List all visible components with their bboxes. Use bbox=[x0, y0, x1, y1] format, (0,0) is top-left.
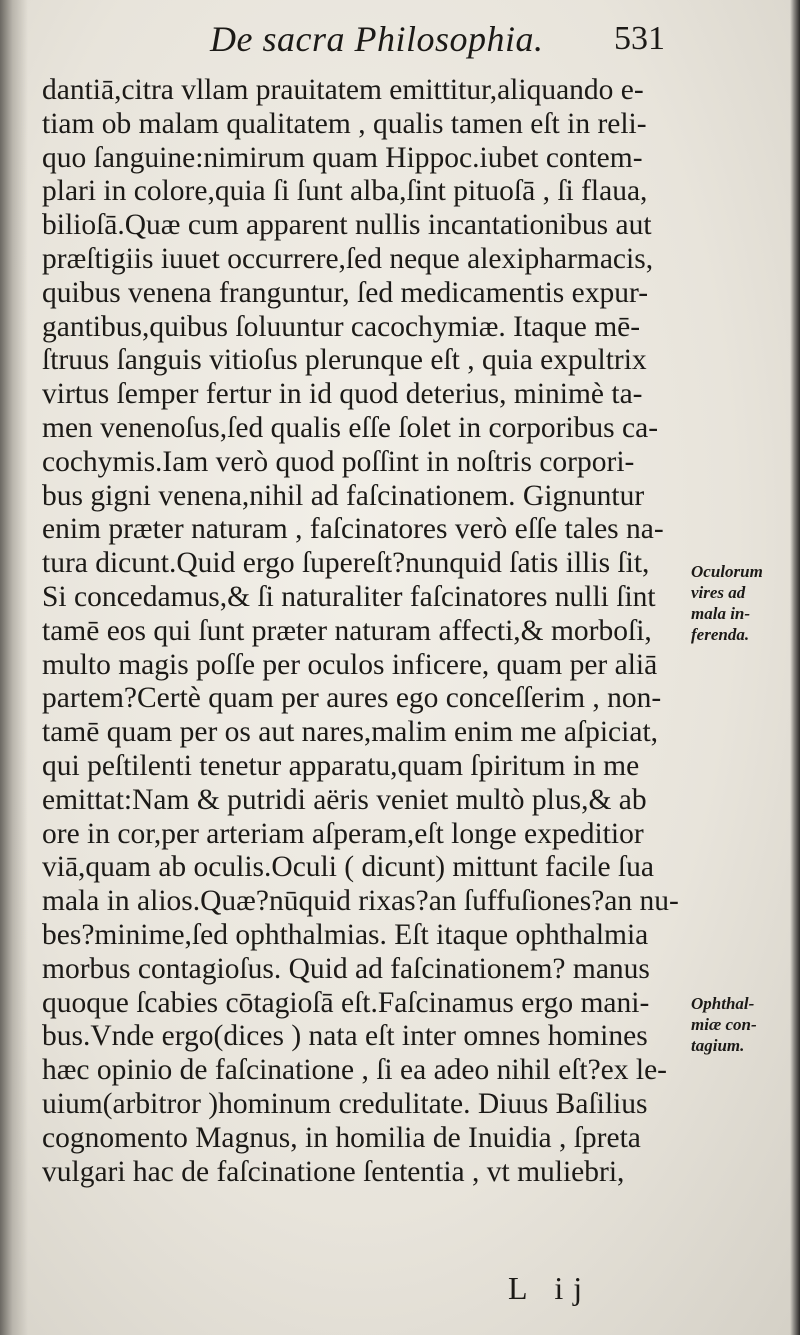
text-line: cochymis.Iam verò quod poſſint in noſtris corpori- bbox=[42, 445, 635, 478]
text-line: bus gigni venena,nihil ad faſcinationem. Gignuntur bbox=[42, 479, 645, 512]
page-edge-shadow bbox=[790, 0, 800, 1335]
text-line: multo magis poſſe per oculos inficere, quam per aliā bbox=[42, 648, 658, 681]
text-line: præſtigiis iuuet occurrere,ſed neque alexipharmacis, bbox=[42, 242, 654, 275]
text-line: emittat:Nam & putridi aëris veniet multò plus,& ab bbox=[42, 783, 647, 816]
text-line: mala in alios.Quæ?nūquid rixas?an ſuffuſiones?an nu- bbox=[42, 885, 679, 918]
binding-shadow bbox=[0, 0, 28, 1335]
text-line: tura dicunt.Quid ergo ſupereſt?nunquid ſatis illis ſit, bbox=[42, 547, 650, 580]
text-line: morbus contagioſus. Quid ad faſcinationem? manus bbox=[42, 952, 650, 985]
margin-note-line: tagium. bbox=[691, 1036, 745, 1055]
text-line: bes?minime,ſed ophthalmias. Eſt itaque ophthalmia bbox=[42, 918, 649, 951]
running-title: De sacra Philosophia. bbox=[210, 19, 544, 59]
text-line: cognomento Magnus, in homilia de Inuidia , ſpreta bbox=[42, 1121, 641, 1154]
margin-note-ophthalmiae bbox=[691, 993, 757, 1056]
margin-note-line: vires ad bbox=[691, 583, 746, 602]
text-line: partem?Certè quam per aures ego conceſſerim , non- bbox=[42, 682, 662, 715]
text-line: tamē quam per os aut nares,malim enim me aſpiciat, bbox=[42, 716, 659, 749]
text-line: virtus ſemper fertur in id quod deterius, minimè ta- bbox=[42, 378, 643, 411]
text-line: viā,quam ab oculis.Oculi ( dicunt) mittunt facile ſua bbox=[42, 851, 654, 884]
page-header bbox=[0, 12, 800, 72]
body-text bbox=[42, 74, 690, 1189]
text-line: quoque ſcabies cōtagioſā eſt.Faſcinamus ergo mani- bbox=[42, 986, 650, 1019]
text-line: Si concedamus,& ſi naturaliter faſcinatores nulli ſint bbox=[42, 580, 656, 613]
text-line: plari in colore,quia ſi ſunt alba,ſint pituoſā , ſi flaua, bbox=[42, 175, 648, 208]
text-line: ore in cor,per arteriam aſperam,eſt longe expeditior bbox=[42, 817, 644, 850]
margin-note-line: ferenda. bbox=[691, 625, 750, 644]
margin-note-oculorum bbox=[691, 561, 763, 645]
text-line: qui peſtilenti tenetur apparatu,quam ſpiritum in me bbox=[42, 749, 640, 782]
text-line: bilioſā.Quæ cum apparent nullis incantationibus aut bbox=[42, 209, 652, 242]
margin-note-line: mala in- bbox=[691, 604, 751, 623]
margin-note-line: Oculorum bbox=[691, 562, 763, 581]
margin-note-line: Ophthal- bbox=[691, 994, 755, 1013]
text-line: men venenoſus,ſed qualis eſſe ſolet in corporibus ca- bbox=[42, 411, 659, 444]
text-line: hæc opinio de faſcinatione , ſi ea adeo nihil eſt?ex le- bbox=[42, 1054, 668, 1087]
text-line: tiam ob malam qualitatem , qualis tamen eſt in reli- bbox=[42, 107, 647, 140]
page-number: 531 bbox=[614, 20, 665, 57]
signature-mark: L ij bbox=[508, 1270, 593, 1306]
text-line: vulgari hac de faſcinatione ſententia , vt muliebri, bbox=[42, 1155, 625, 1188]
text-line: enim præter naturam , faſcinatores verò eſſe tales na- bbox=[42, 513, 664, 546]
text-line: gantibus,quibus ſoluuntur cacochymiæ. Itaque mē- bbox=[42, 310, 641, 343]
text-line: ſtruus ſanguis vitioſus plerunque eſt , quia expultrix bbox=[42, 344, 647, 377]
text-line: uium(arbitror )hominum credulitate. Diuus Baſilius bbox=[42, 1087, 648, 1120]
text-line: bus.Vnde ergo(dices ) nata eſt inter omnes homines bbox=[42, 1020, 648, 1053]
text-line: tamē eos qui ſunt præter naturam affecti,& morboſi, bbox=[42, 614, 652, 647]
text-line: dantiā,citra vllam prauitatem emittitur,aliquando e- bbox=[42, 74, 644, 106]
text-line: quibus venena franguntur, ſed medicamentis expur- bbox=[42, 276, 649, 309]
margin-note-line: miæ con- bbox=[691, 1015, 757, 1034]
text-line: quo ſanguine:nimirum quam Hippoc.iubet contem- bbox=[42, 141, 643, 174]
